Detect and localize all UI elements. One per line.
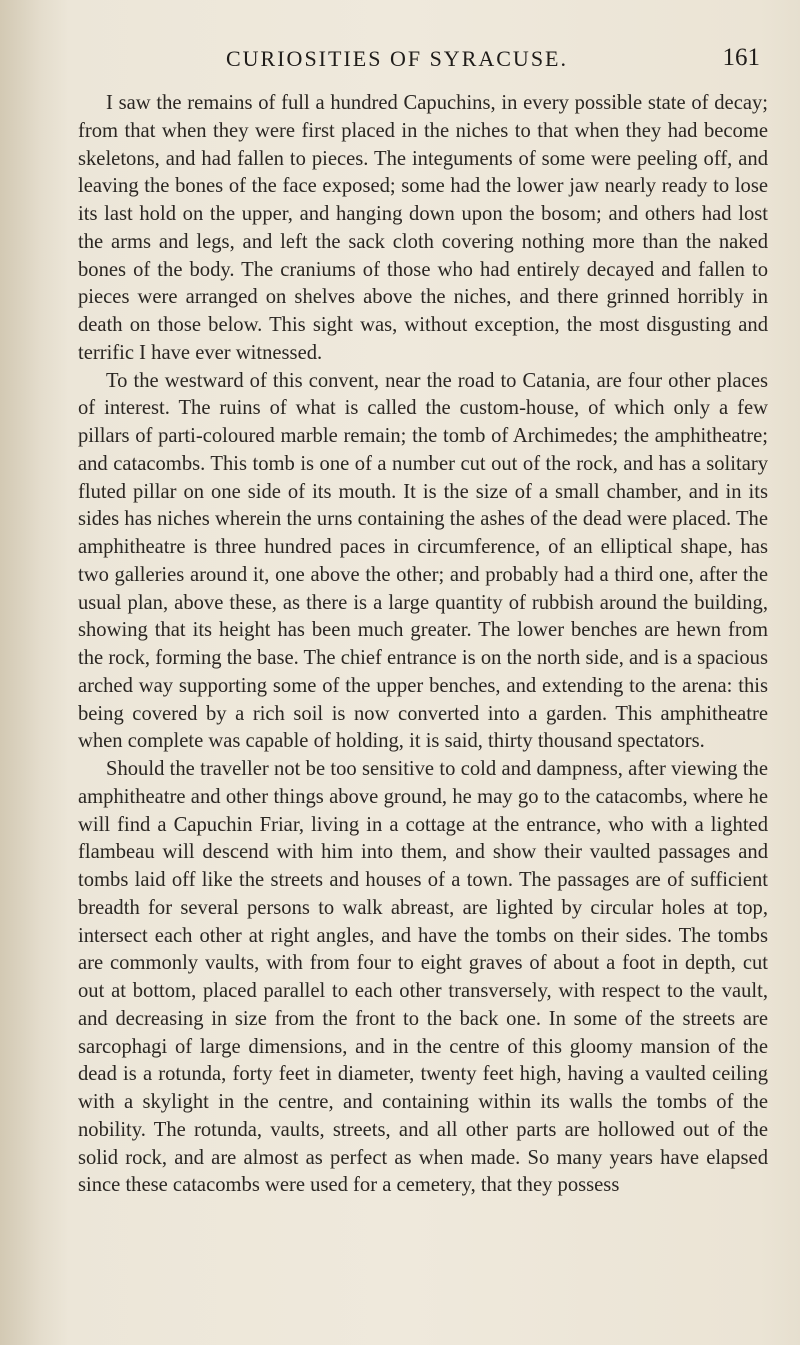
page-number: 161 <box>722 44 760 71</box>
paragraph-capuchin-remains: I saw the remains of full a hundred Capuchins, in every possible state of decay; from that when they were first placed in the niches to that when they had become skeletons, and had fallen to pieces. The integuments of some were peeling off, and leaving the bones of the face exposed; some had the lower jaw nearly ready to lose its last hold on the upper, and hanging down upon the bosom; and others had lost the arms and legs, and left the sack cloth covering nothing more than the naked bones of the body. The craniums of those who had entirely decayed and fallen to pieces were arranged on shelves above the niches, and there grinned horribly in death on those below. This sight was, without exception, the most disgusting and terrific I have ever witnessed. <box>78 92 768 364</box>
paragraph-places-of-interest: To the westward of this convent, near the road to Catania, are four other places of interest. The ruins of what is called the custom-house, of which only a few pillars of parti-coloured marble remain; the tomb of Archimedes; the amphitheatre; and catacombs. This tomb is one of a number cut out of the rock, and has a solitary fluted pillar on one side of its mouth. It is the size of a small chamber, and in its sides has niches wherein the urns containing the ashes of the dead were placed. The amphitheatre is three hundred paces in circumference, of an elliptical shape, has two galleries around it, one above the other; and probably had a third one, after the usual plan, above these, as there is a large quantity of rubbish around the building, showing that its height has been much greater. The lower benches are hewn from the rock, forming the base. The chief entrance is on the north side, and is a spacious arched way supporting some of the upper benches, and extending to the arena: this being covered by a rich soil is now converted into a garden. This amphitheatre when complete was capable of holding, it is said, thirty thousand spectators. <box>78 369 768 753</box>
paragraph-catacombs: Should the traveller not be too sensitive to cold and dampness, after viewing the amphitheatre and other things above ground, he may go to the catacombs, where he will find a Capuchin Friar, living in a cottage at the entrance, who with a lighted flambeau will descend with him into them, and show their vaulted passages and tombs laid off like the streets and houses of a town. The passages are of sufficient breadth for several persons to walk abreast, are lighted by circular holes at top, intersect each other at right angles, and have the tombs on their sides. The tombs are commonly vaults, with from four to eight graves of about a foot in depth, cut out at bottom, placed parallel to each other transversely, with respect to the vault, and decreasing in size from the front to the back one. In some of the streets are sarcophagi of large dimensions, and in the centre of this gloomy mansion of the dead is a rotunda, forty feet in diameter, twenty feet high, having a vaulted ceiling with a skylight in the centre, and containing within its walls the tombs of the nobility. The rotunda, vaults, streets, and all other parts are hollowed out of the solid rock, and are almost as perfect as when made. So many years have elapsed since these catacombs were used for a cemetery, that they possess <box>78 758 768 1197</box>
running-head: CURIOSITIES OF SYRACUSE. <box>226 46 568 71</box>
body-text <box>78 90 768 1200</box>
page-edge-stain <box>0 0 70 1345</box>
page-header <box>226 46 760 80</box>
